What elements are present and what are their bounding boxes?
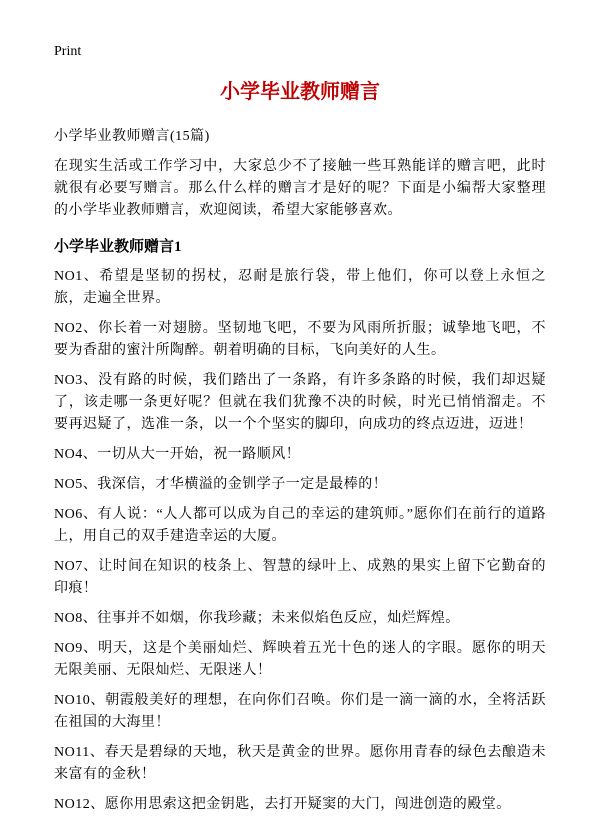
message-item-5: NO5、我深信，才华横溢的金钏学子一定是最棒的！	[54, 477, 388, 492]
intro-paragraph: 在现实生活或工作学习中，大家总少不了接触一些耳熟能详的赠言吧，此时就很有必要写赠言。那么什么样的赠言才是好的呢？下面是小编帮大家整理的小学毕业教师赠言，欢迎阅读，希望大家能够喜欢。	[54, 159, 546, 218]
message-item-6: NO6、有人说：“人人都可以成为自己的幸运的建筑师。”愿你们在前行的道路上，用自己的双手建造幸运的大厦。	[54, 507, 546, 544]
page-title: 小学毕业教师赠言	[220, 81, 380, 103]
message-item-8: NO8、往事并不如烟，你我珍藏；未来似焰色反应，灿烂辉煌。	[54, 611, 460, 626]
section-heading: 小学毕业教师赠言1	[54, 239, 182, 255]
document-subtitle: 小学毕业教师赠言(15篇)	[54, 129, 210, 144]
message-item-4: NO4、一切从大一开始，祝一路顺风！	[54, 447, 301, 462]
message-item-1: NO1、希望是坚韧的拐杖，忍耐是旅行袋，带上他们，你可以登上永恒之旅，走遍全世界。	[54, 269, 546, 306]
message-item-9: NO9、明天，这是个美丽灿烂、辉映着五光十色的迷人的字眼。愿你的明天无限美丽、无限灿烂、无限迷人！	[54, 641, 546, 678]
message-item-12: NO12、愿你用思索这把金钥匙，去打开疑窦的大门，闯进创造的殿堂。	[54, 797, 511, 812]
message-item-10: NO10、朝霞般美好的理想，在向你们召唤。你们是一滴一滴的水，全将活跃在祖国的大海里！	[54, 693, 546, 730]
message-item-11: NO11、春天是碧绿的天地，秋天是黄金的世界。愿你用青春的绿色去酿造未来富有的金秋！	[54, 745, 546, 782]
message-item-3: NO3、没有路的时候，我们踏出了一条路，有许多条路的时候，我们却迟疑了，该走哪一条更好呢？但就在我们犹豫不决的时候，时光已悄悄溜走。不要再迟疑了，选准一条，以一个个坚实的脚印，向成功的终点迈进，迈进！	[54, 373, 546, 432]
message-item-2: NO2、你长着一对翅膀。坚韧地飞吧，不要为风雨所折服；诚挚地飞吧，不要为香甜的蜜汁所陶醉。朝着明确的目标，飞向美好的人生。	[54, 321, 546, 358]
print-link[interactable]: Print	[54, 44, 82, 59]
message-item-7: NO7、让时间在知识的枝条上、智慧的绿叶上、成熟的果实上留下它勤奋的印痕！	[54, 559, 546, 596]
